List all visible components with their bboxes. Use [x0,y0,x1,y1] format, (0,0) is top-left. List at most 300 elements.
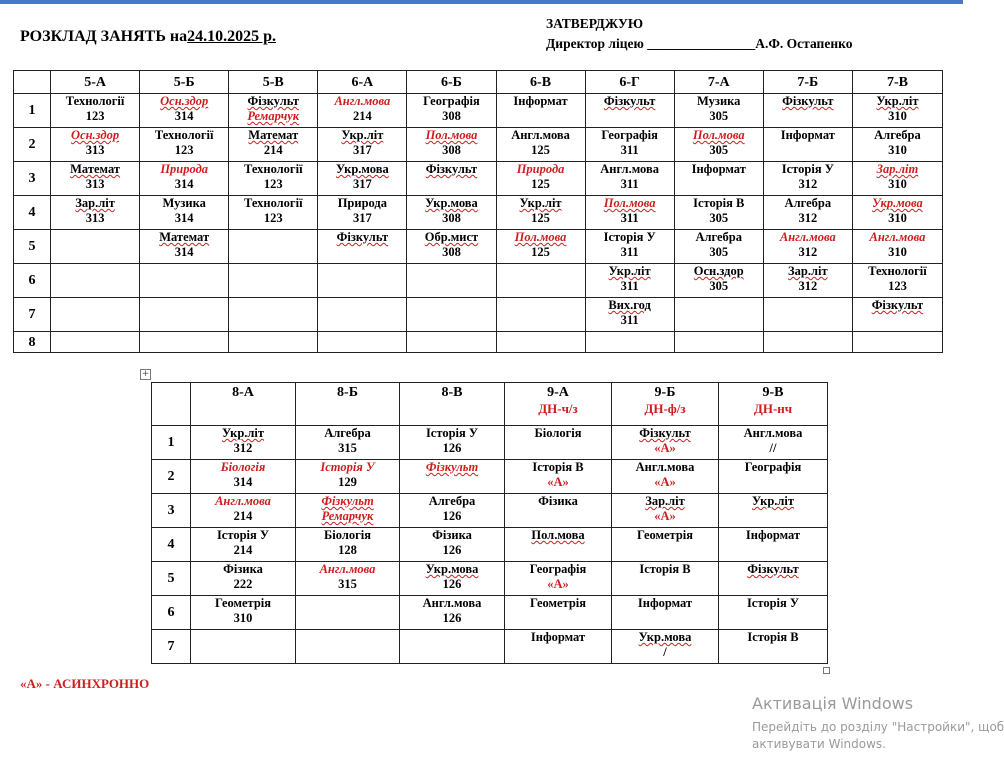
lesson-number: 7 [14,298,51,332]
lesson-cell[interactable] [585,94,674,128]
subject-name: Укр.літ [876,94,919,108]
lesson-cell[interactable] [612,494,719,528]
table-row [14,230,943,264]
subject-name: Зар.літ [788,264,828,278]
subject-name: Укр.мова [638,630,692,644]
table-row [152,460,828,494]
lesson-cell[interactable] [296,494,400,528]
lesson-cell[interactable] [229,162,318,196]
lesson-number: 3 [152,494,191,528]
lesson-cell[interactable] [674,94,763,128]
async-mark: «А» [654,475,676,489]
lesson-cell[interactable] [51,264,140,298]
subject-name: Геометрія [529,596,587,610]
subject-name: Географія [529,562,587,576]
lesson-cell[interactable] [140,128,229,162]
lesson-cell[interactable] [296,562,400,596]
title-prefix: РОЗКЛАД ЗАНЯТЬ на [20,28,188,45]
table-row [152,562,828,596]
subject-name: Технології [65,94,125,108]
room-number: 308 [442,109,461,123]
subject-name: Біологія [534,426,582,440]
lesson-cell[interactable] [318,230,407,264]
lesson-cell[interactable] [407,298,496,332]
class-name: 6-А [351,74,374,90]
subject-name: Пол.мова [692,128,745,142]
room-number: 305 [709,245,729,259]
room-number: 123 [263,177,283,191]
lesson-cell[interactable] [407,94,496,128]
room-number: 128 [338,543,357,557]
title-date: 24.10.2025 р. [187,28,277,45]
lesson-cell[interactable] [496,230,585,264]
lesson-cell[interactable] [51,230,140,264]
lesson-cell[interactable] [505,494,612,528]
class-header [496,71,585,94]
table-row [14,298,943,332]
async-mark: «А» [547,475,569,489]
lesson-cell[interactable] [852,298,942,332]
lesson-cell[interactable] [296,460,400,494]
lesson-cell[interactable] [719,596,828,630]
windows-activation-watermark [752,694,1004,753]
lesson-cell[interactable] [318,196,407,230]
subject-name: Фізкульт [603,94,656,108]
subject-name: Пол.мова [425,128,478,142]
lesson-cell[interactable] [229,298,318,332]
lesson-number: 5 [152,562,191,596]
lesson-cell[interactable] [496,264,585,298]
subject-name: Фізкульт [336,230,389,244]
lesson-cell[interactable] [763,94,852,128]
subject-name: Обр.мист [424,230,479,244]
subject-name: Осн.здор [693,264,744,278]
room-number: 312 [233,441,253,455]
room-number: 314 [174,211,194,225]
room-number: 313 [85,177,105,191]
lesson-cell[interactable] [852,94,942,128]
subject-name: Історія В [639,562,691,576]
subject-name: Історія У [603,230,656,244]
subject-name: Укр.літ [608,264,651,278]
table-row [14,196,943,230]
subject-name: Осн.здор [160,94,209,108]
lesson-cell[interactable] [140,162,229,196]
lesson-cell[interactable] [505,460,612,494]
class-name: 7-В [886,74,908,90]
lesson-number: 1 [14,94,51,128]
subject-name: Фізкульт [425,460,479,474]
lesson-cell[interactable] [719,426,828,460]
lesson-cell[interactable] [191,596,296,630]
room-number: 123 [888,279,907,293]
lesson-cell[interactable] [612,562,719,596]
lesson-cell[interactable] [318,128,407,162]
subject-name: Англ.мова [779,230,836,244]
lesson-cell[interactable] [612,630,719,664]
subject-name: Технології [243,162,303,176]
lesson-cell[interactable] [51,298,140,332]
room-number: 312 [798,211,818,225]
subject-name: Природа [160,162,209,176]
subject-name: Географія [744,460,802,474]
subject-name: Фізкульт [747,562,799,576]
class-name: 6-Г [619,74,640,90]
lesson-cell[interactable] [51,162,140,196]
class-header [400,383,505,426]
subject-name: Фізика [538,494,578,508]
class-subgroup: ДН-нч [753,401,793,416]
class-header [674,71,763,94]
lesson-cell[interactable] [191,528,296,562]
lesson-cell[interactable] [229,264,318,298]
lesson-cell[interactable] [505,426,612,460]
subject-name: Зар.літ [75,196,115,210]
table-row [14,332,943,353]
table-move-handle[interactable]: + [141,369,150,379]
lesson-cell[interactable] [400,596,505,630]
room-number: 310 [888,143,907,157]
lesson-cell[interactable] [191,494,296,528]
class-header [612,383,719,426]
table-row [14,94,943,128]
room-number: 317 [352,211,372,225]
lesson-number: 3 [14,162,51,196]
lesson-cell[interactable] [296,596,400,630]
async-mark: «А» [654,509,676,523]
lesson-cell[interactable] [852,264,942,298]
lesson-cell[interactable] [318,162,407,196]
subject-name: Математ [248,128,299,142]
lesson-cell[interactable] [763,128,852,162]
lesson-cell[interactable] [852,332,942,353]
lesson-cell[interactable] [674,332,763,353]
class-header [191,383,296,426]
lesson-cell[interactable] [852,196,942,230]
lesson-cell[interactable] [585,230,674,264]
lesson-cell[interactable] [51,196,140,230]
lesson-cell[interactable] [407,264,496,298]
schedule-table-grades-5-7 [13,70,943,353]
lesson-cell[interactable] [140,196,229,230]
class-header [585,71,674,94]
lesson-cell[interactable] [400,460,505,494]
subject-name: Англ.мова [511,128,570,142]
room-number: Ремарчук [247,109,300,123]
lesson-cell[interactable] [229,128,318,162]
lesson-cell[interactable] [585,298,674,332]
lesson-cell[interactable] [51,332,140,353]
lesson-cell[interactable] [719,562,828,596]
lesson-number: 2 [14,128,51,162]
subject-name: Англ.мова [635,460,695,474]
subject-name: Музика [162,196,206,210]
corner-cell [14,71,51,94]
room-number: 310 [888,211,907,225]
lesson-cell[interactable] [852,128,942,162]
lesson-cell[interactable] [191,630,296,664]
subject-name: Укр.літ [341,128,384,142]
lesson-cell[interactable] [585,332,674,353]
lesson-cell[interactable] [585,264,674,298]
lesson-number: 6 [152,596,191,630]
lesson-number: 2 [152,460,191,494]
table-row [152,426,828,460]
subject-name: Інформат [745,528,801,542]
lesson-cell[interactable] [407,128,496,162]
class-name: 6-В [530,74,552,90]
lesson-cell[interactable] [505,528,612,562]
lesson-cell[interactable] [719,494,828,528]
lesson-cell[interactable] [612,596,719,630]
room-number: 222 [233,577,253,591]
lesson-cell[interactable] [296,630,400,664]
room-number: 305 [709,109,729,123]
room-number: 305 [709,211,729,225]
subject-name: Інформат [780,128,835,142]
class-header [318,71,407,94]
lesson-cell[interactable] [852,162,942,196]
subject-name: Укр.літ [751,494,795,508]
lesson-cell[interactable] [763,196,852,230]
room-number: 126 [442,611,462,625]
room-number: 129 [338,475,357,489]
class-name: 5-А [84,74,106,90]
lesson-cell[interactable] [585,128,674,162]
lesson-cell[interactable] [496,94,585,128]
room-number: 314 [174,109,194,123]
lesson-cell[interactable] [763,332,852,353]
subject-name: Інформат [691,162,746,176]
subject-name: Фізкульт [247,94,299,108]
subject-name: Природа [516,162,565,176]
subject-name: Географія [601,128,658,142]
subject-name: Технології [868,264,927,278]
room-number: 308 [442,245,461,259]
lesson-cell[interactable] [674,162,763,196]
lesson-cell[interactable] [229,332,318,353]
lesson-cell[interactable] [496,128,585,162]
lesson-cell[interactable] [318,264,407,298]
lesson-cell[interactable] [496,298,585,332]
subject-name: Природа [337,196,387,210]
subject-name: Історія В [747,630,799,644]
lesson-cell[interactable] [318,332,407,353]
room-number: 123 [85,109,105,123]
lesson-cell[interactable] [140,230,229,264]
room-number: // [769,441,777,455]
lesson-cell[interactable] [140,298,229,332]
subject-name: Історія У [216,528,270,542]
room-number: 311 [620,143,639,157]
lesson-cell[interactable] [140,264,229,298]
lesson-cell[interactable] [191,562,296,596]
subject-name: Інформат [530,630,586,644]
lesson-cell[interactable] [191,426,296,460]
lesson-cell[interactable] [400,630,505,664]
class-name: 9-В [762,385,784,400]
watermark-text: Перейдіть до розділу "Настройки", щоб [752,720,1004,734]
class-name: 7-А [707,74,730,90]
lesson-cell[interactable] [318,298,407,332]
lesson-cell[interactable] [763,298,852,332]
lesson-number: 6 [14,264,51,298]
lesson-cell[interactable] [763,264,852,298]
subject-name: Історія В [532,460,584,474]
watermark-text: активувати Windows. [752,737,886,751]
async-mark: «А» [654,441,676,455]
subject-name: Осн.здор [71,128,120,142]
table-row [152,494,828,528]
lesson-cell[interactable] [407,196,496,230]
lesson-cell[interactable] [400,562,505,596]
subject-name: Фізкульт [871,298,924,312]
lesson-cell[interactable] [296,528,400,562]
lesson-cell[interactable] [674,128,763,162]
room-number: 315 [338,577,357,591]
room-number: 214 [352,109,372,123]
lesson-cell[interactable] [191,460,296,494]
lesson-cell[interactable] [496,196,585,230]
async-mark: «А» [547,577,569,591]
lesson-cell[interactable] [140,94,229,128]
subject-name: Англ.мова [334,94,391,108]
lesson-cell[interactable] [400,494,505,528]
subject-name: Фізика [223,562,263,576]
class-header [296,383,400,426]
lesson-cell[interactable] [51,128,140,162]
lesson-cell[interactable] [612,460,719,494]
lesson-cell[interactable] [612,426,719,460]
subject-name: Укр.літ [221,426,265,440]
room-number: 214 [263,143,283,157]
room-number: 308 [442,143,461,157]
lesson-cell[interactable] [407,230,496,264]
lesson-cell[interactable] [674,196,763,230]
room-number: 312 [798,177,818,191]
class-subgroup: ДН-ф/з [644,401,686,416]
lesson-cell[interactable] [229,196,318,230]
subject-name: Пол.мова [531,528,585,542]
class-name: 6-Б [440,74,462,90]
room-number: 126 [442,509,462,523]
subject-name: Фізкульт [425,162,478,176]
lesson-cell[interactable] [719,528,828,562]
lesson-cell[interactable] [674,298,763,332]
lesson-number: 5 [14,230,51,264]
class-name: 5-Б [173,74,195,90]
lesson-cell[interactable] [400,426,505,460]
lesson-cell[interactable] [505,562,612,596]
subject-name: Фізкульт [782,94,834,108]
subject-name: Фізкульт [639,426,691,440]
subject-name: Алгебра [695,230,743,244]
room-number: 310 [888,177,907,191]
subject-name: Історія У [781,162,834,176]
lesson-cell[interactable] [400,528,505,562]
subject-name: Музика [697,94,741,108]
table-resize-handle[interactable] [823,667,830,674]
room-number: 311 [620,245,639,259]
class-name: 7-Б [797,74,819,90]
subject-name: Англ.мова [869,230,926,244]
subject-name: Біологія [324,528,371,542]
subject-name: Інформат [637,596,693,610]
lesson-cell[interactable] [585,196,674,230]
lesson-cell[interactable] [229,94,318,128]
room-number: 314 [174,245,194,259]
subject-name: Математ [70,162,121,176]
schedule-table-grades-8-9 [151,382,828,664]
class-name: 9-Б [654,385,676,400]
lesson-cell[interactable] [612,528,719,562]
subject-name: Зар.літ [876,162,919,176]
subject-name: Фізика [432,528,472,542]
approval-signature-line: Директор ліцею ________________А.Ф. Остапенко [546,36,853,51]
lesson-cell[interactable] [674,230,763,264]
lesson-number: 7 [152,630,191,664]
lesson-cell[interactable] [719,460,828,494]
room-number: 311 [620,211,639,225]
class-name: 8-А [232,385,254,400]
class-name: 8-Б [337,385,358,400]
lesson-cell[interactable] [51,94,140,128]
class-header [140,71,229,94]
table-row [14,264,943,298]
lesson-number: 4 [152,528,191,562]
room-number: 305 [709,279,729,293]
lesson-cell[interactable] [496,162,585,196]
room-number: 313 [85,211,105,225]
class-header [51,71,140,94]
subject-name: Технології [154,128,214,142]
table-row [152,596,828,630]
room-number: 214 [233,543,253,557]
lesson-cell[interactable] [585,162,674,196]
room-number: 123 [263,211,283,225]
lesson-cell[interactable] [674,264,763,298]
lesson-cell[interactable] [407,332,496,353]
lesson-cell[interactable] [496,332,585,353]
room-number: 311 [620,313,639,327]
class-header [505,383,612,426]
subject-name: Історія В [693,196,745,210]
lesson-cell[interactable] [296,426,400,460]
lesson-cell[interactable] [719,630,828,664]
lesson-cell[interactable] [407,162,496,196]
subject-name: Алгебра [428,494,476,508]
lesson-cell[interactable] [763,230,852,264]
lesson-cell[interactable] [229,230,318,264]
subject-name: Фізкульт [321,494,374,508]
lesson-cell[interactable] [852,230,942,264]
subject-name: Укр.літ [519,196,562,210]
subject-name: Історія У [746,596,800,610]
room-number: 123 [174,143,194,157]
corner-cell [152,383,191,426]
class-header [229,71,318,94]
lesson-cell[interactable] [763,162,852,196]
subject-name: Географія [423,94,480,108]
subject-name: Укр.мова [425,196,478,210]
lesson-cell[interactable] [318,94,407,128]
room-number: 126 [442,577,462,591]
class-name: 9-А [547,385,569,400]
lesson-number: 4 [14,196,51,230]
lesson-cell[interactable] [505,630,612,664]
lesson-cell[interactable] [140,332,229,353]
lesson-cell[interactable] [505,596,612,630]
